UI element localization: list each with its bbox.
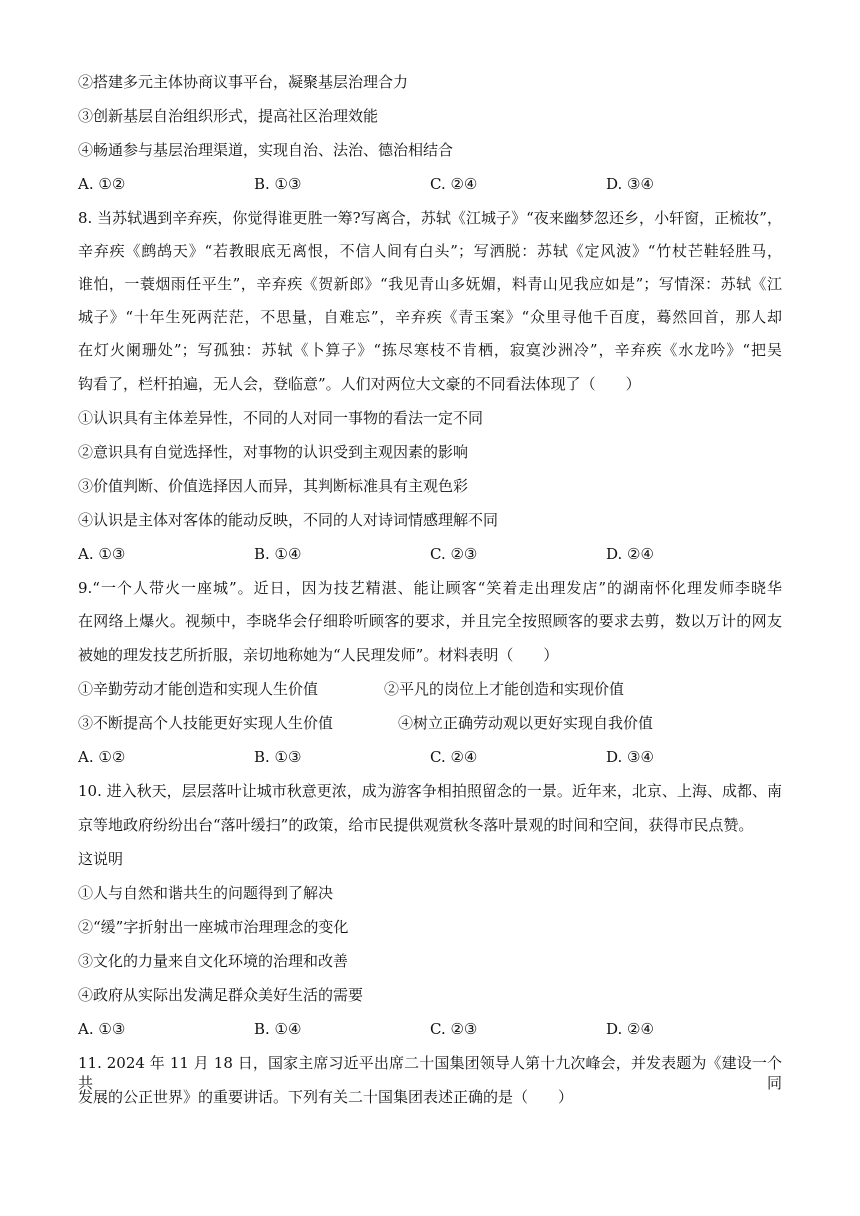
q8-option-b: B. ①④: [254, 545, 302, 563]
q8-stem-line-1: 8. 当苏轼遇到辛弃疾，你觉得谁更胜一筹?写离合，苏轼《江城子》“夜来幽梦忽还乡，小轩窗，正梳妆”，: [78, 209, 782, 227]
q7-item-3: ③创新基层自治组织形式，提高社区治理效能: [78, 107, 379, 125]
q11-stem-line-1: 11. 2024 年 11 月 18 日，国家主席习近平出席二十国集团领导人第十九次峰会，并发表题为《建设一个共同: [78, 1054, 782, 1092]
q10-stem-line-3: 这说明: [78, 850, 124, 868]
q9-item-4: ④树立正确劳动观以更好实现自我价值: [398, 714, 654, 732]
q10-item-4: ④政府从实际出发满足群众美好生活的需要: [78, 986, 364, 1004]
q8-stem-line-2: 辛弃疾《鹧鸪天》“若教眼底无离恨，不信人间有白头”；写洒脱：苏轼《定风波》“竹杖芒鞋轻胜马，: [78, 242, 782, 260]
q7-option-b: B. ①③: [254, 175, 302, 193]
q7-option-a: A. ①②: [78, 175, 126, 193]
q10-option-c: C. ②③: [430, 1020, 478, 1038]
q9-item-3: ③不断提高个人技能更好实现人生价值: [78, 714, 334, 732]
q9-stem-line-1: 9.“一个人带火一座城”。近日，因为技艺精湛、能让顾客“笑着走出理发店”的湖南怀化理发师李晓华: [78, 579, 782, 597]
q8-item-4: ④认识是主体对客体的能动反映，不同的人对诗词情感理解不同: [78, 511, 499, 529]
q8-stem-line-4: 城子》“十年生死两茫茫，不思量，自难忘”，辛弃疾《青玉案》“众里寻他千百度，蓦然回首，那人却: [78, 308, 782, 326]
q10-item-2: ②“缓”字折射出一座城市治理理念的变化: [78, 918, 349, 936]
q7-item-4: ④畅通参与基层治理渠道，实现自治、法治、德治相结合: [78, 141, 454, 159]
q8-option-c: C. ②③: [430, 545, 478, 563]
q8-stem-line-6: 钩看了，栏杆拍遍，无人会，登临意”。人们对两位大文豪的不同看法体现了（ ）: [78, 375, 641, 393]
q9-option-b: B. ①③: [254, 748, 302, 766]
q9-option-c: C. ②④: [430, 748, 478, 766]
q9-stem-line-3: 被她的理发技艺所折服，亲切地称她为“人民理发师”。材料表明（ ）: [78, 646, 559, 664]
q10-option-d: D. ②④: [606, 1020, 654, 1038]
q10-stem-line-2: 京等地政府纷纷出台“落叶缓扫”的政策，给市民提供观赏秋冬落叶景观的时间和空间，获得市民点赞。: [78, 816, 754, 834]
q8-stem-line-5: 在灯火阑珊处”；写孤独：苏轼《卜算子》“拣尽寒枝不肯栖，寂寞沙洲冷”，辛弃疾《水龙吟》“把吴: [78, 341, 782, 359]
q9-item-1: ①辛勤劳动才能创造和实现人生价值: [78, 680, 319, 698]
q10-stem-line-1: 10. 进入秋天，层层落叶让城市秋意更浓，成为游客争相拍照留念的一景。近年来，北京、上海、成都、南: [78, 782, 782, 800]
q8-item-1: ①认识具有主体差异性，不同的人对同一事物的看法一定不同: [78, 409, 484, 427]
q8-item-3: ③价值判断、价值选择因人而异，其判断标准具有主观色彩: [78, 477, 469, 495]
q9-option-a: A. ①②: [78, 748, 126, 766]
q8-option-d: D. ②④: [606, 545, 654, 563]
q9-option-d: D. ③④: [606, 748, 654, 766]
q11-stem-line-2: 发展的公正世界》的重要讲话。下列有关二十国集团表述正确的是（ ）: [78, 1088, 574, 1106]
q10-item-1: ①人与自然和谐共生的问题得到了解决: [78, 884, 334, 902]
q8-item-2: ②意识具有自觉选择性，对事物的认识受到主观因素的影响: [78, 443, 469, 461]
q8-stem-line-3: 谁怕，一蓑烟雨任平生”，辛弃疾《贺新郎》“我见青山多妩媚，料青山见我应如是”；写情深：苏轼《江: [78, 275, 782, 293]
q10-item-3: ③文化的力量来自文化环境的治理和改善: [78, 952, 349, 970]
q9-item-2: ②平凡的岗位上才能创造和实现价值: [384, 680, 625, 698]
q8-option-a: A. ①③: [78, 545, 126, 563]
q10-option-b: B. ①④: [254, 1020, 302, 1038]
q7-option-d: D. ③④: [606, 175, 654, 193]
q7-item-2: ②搭建多元主体协商议事平台，凝聚基层治理合力: [78, 73, 409, 91]
q7-option-c: C. ②④: [430, 175, 478, 193]
q9-stem-line-2: 在网络上爆火。视频中，李晓华会仔细聆听顾客的要求，并且完全按照顾客的要求去剪，数以万计的网友: [78, 612, 782, 630]
q10-option-a: A. ①③: [78, 1020, 126, 1038]
